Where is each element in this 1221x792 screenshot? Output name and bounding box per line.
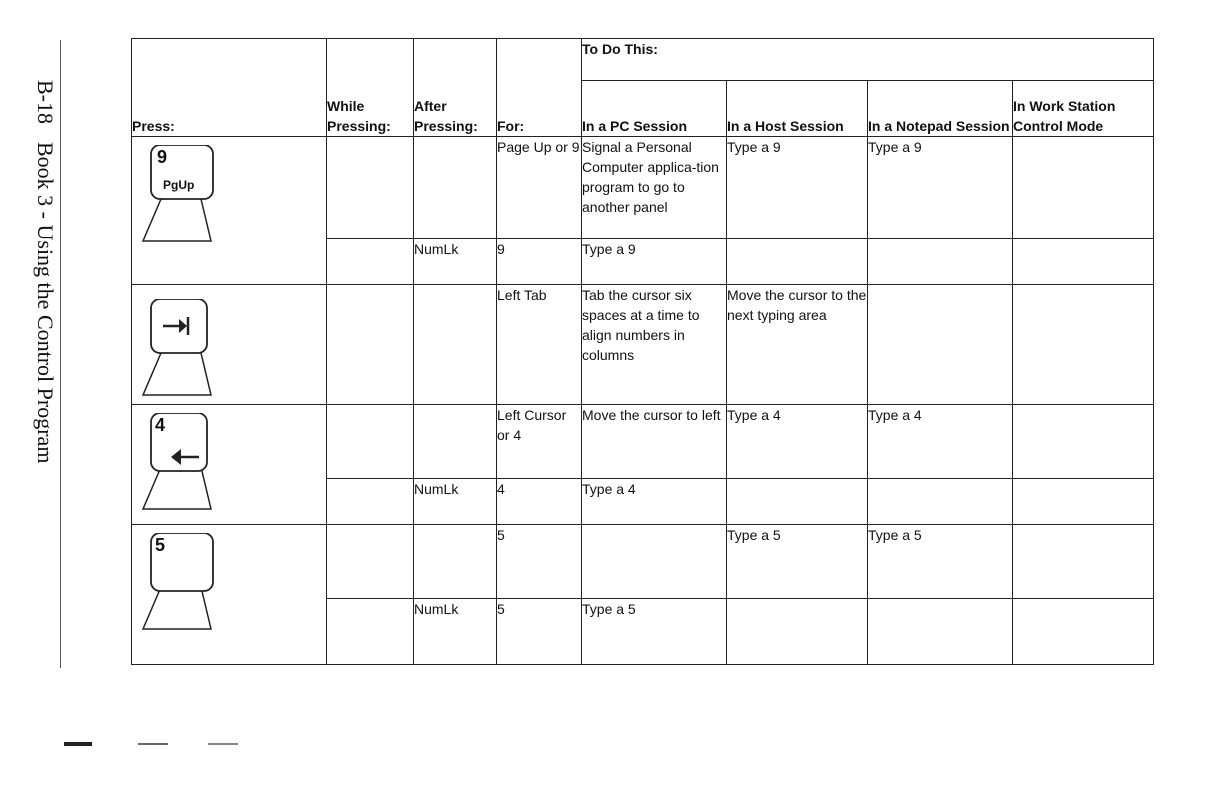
header-for: For: <box>497 39 582 137</box>
key-cell <box>132 525 327 665</box>
host-cell: Move the cursor to the next typing area <box>727 285 868 405</box>
header-host-session: In a Host Session <box>727 81 868 137</box>
table-row <box>132 137 1154 239</box>
key-cell <box>132 405 327 525</box>
key-cell <box>132 137 327 285</box>
pc-cell <box>582 525 727 599</box>
side-rule <box>60 40 61 668</box>
header-workstation-mode: In Work Station Control Mode <box>1013 81 1154 137</box>
after-cell: NumLk <box>414 599 497 665</box>
for-cell: 9 <box>497 239 582 285</box>
key-function-table <box>131 38 1154 665</box>
section-title: Book 3 - Using the Control Program <box>33 142 58 464</box>
header-pc-session: In a PC Session <box>582 81 727 137</box>
bottom-mark <box>138 743 168 745</box>
key-cell <box>132 285 327 405</box>
after-cell: NumLk <box>414 239 497 285</box>
pgup-9-key-icon: 9 PgUp <box>141 145 231 245</box>
side-running-head <box>32 80 58 463</box>
for-cell: 5 <box>497 599 582 665</box>
header-to-do-this: To Do This: <box>582 39 1154 81</box>
host-cell: Type a 9 <box>727 137 868 239</box>
pc-cell: Type a 5 <box>582 599 727 665</box>
table-row <box>132 285 1154 405</box>
pc-cell: Tab the cursor six spaces at a time to align numbers in columns <box>582 285 727 405</box>
header-press: Press: <box>132 39 327 137</box>
side-header <box>0 40 100 670</box>
notepad-cell: Type a 4 <box>868 405 1013 479</box>
bottom-mark <box>208 743 238 745</box>
for-cell: 4 <box>497 479 582 525</box>
table-row <box>132 525 1154 599</box>
header-notepad-session: In a Notepad Session <box>868 81 1013 137</box>
notepad-cell: Type a 5 <box>868 525 1013 599</box>
pc-cell: Signal a Personal Computer applica-tion program to go to another panel <box>582 137 727 239</box>
notepad-cell: Type a 9 <box>868 137 1013 239</box>
after-cell: NumLk <box>414 479 497 525</box>
for-cell: Left Tab <box>497 285 582 405</box>
host-cell: Type a 4 <box>727 405 868 479</box>
for-cell: Left Cursor or 4 <box>497 405 582 479</box>
page-number: B-18 <box>33 80 58 124</box>
header-while-pressing: While Pressing: <box>327 39 414 137</box>
for-cell: Page Up or 9 <box>497 137 582 239</box>
table-row <box>132 405 1154 479</box>
5-key-icon: 5 <box>141 533 231 633</box>
tab-key-icon <box>141 299 231 399</box>
host-cell: Type a 5 <box>727 525 868 599</box>
bottom-mark <box>64 742 92 746</box>
for-cell: 5 <box>497 525 582 599</box>
header-after-pressing: After Pressing: <box>414 39 497 137</box>
pc-cell: Type a 4 <box>582 479 727 525</box>
pc-cell: Type a 9 <box>582 239 727 285</box>
pc-cell: Move the cursor to left <box>582 405 727 479</box>
left-arrow-4-key-icon: 4 <box>141 413 231 513</box>
